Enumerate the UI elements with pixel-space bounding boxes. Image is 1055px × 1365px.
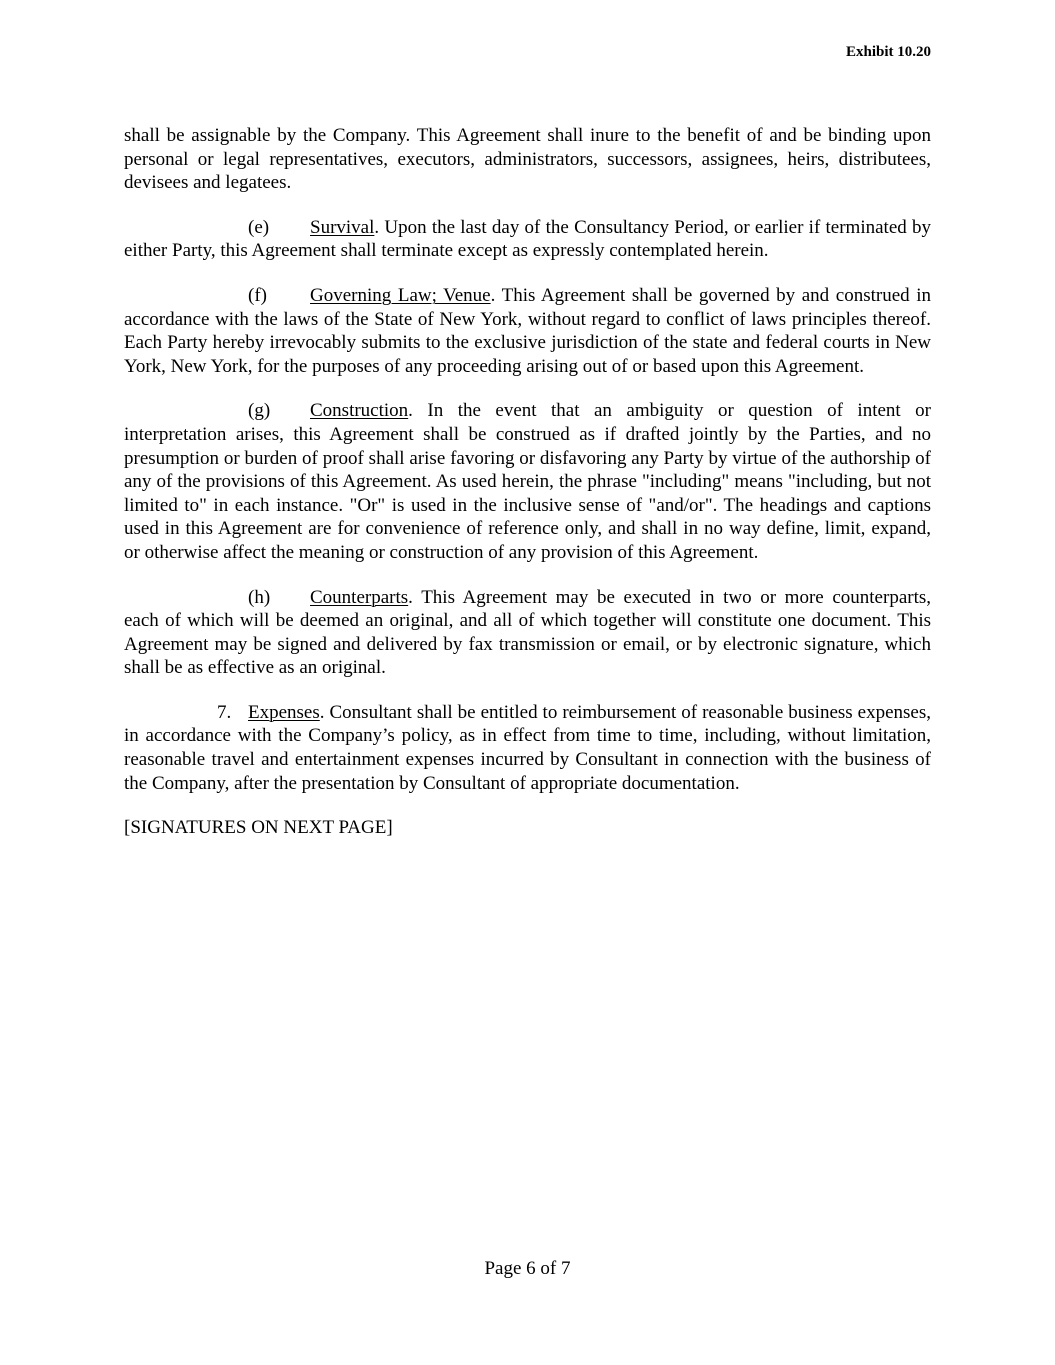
paragraph-h-heading: Counterparts (310, 586, 409, 608)
paragraph-g-construction (124, 399, 931, 564)
section-7-expenses (124, 701, 931, 795)
exhibit-label: Exhibit 10.20 (845, 44, 931, 60)
signatures-note: [SIGNATURES ON NEXT PAGE] (124, 817, 393, 839)
paragraph-e-survival (124, 216, 931, 263)
paragraph-f-letter: (f) (248, 284, 267, 306)
paragraph-h-text: . This Agreement may be executed in two or more counterparts, each of which will be deemed an original, and all of which together will constitute one document. This Agreement may be signed and delivered by fax transmission or email, or by electronic signature, which shall be as effective as an original. (124, 586, 931, 679)
section-7-number: 7. (217, 701, 232, 723)
paragraph-e-heading: Survival (310, 216, 375, 238)
paragraph-h-letter: (h) (248, 586, 271, 608)
section-7-heading: Expenses (248, 701, 320, 723)
paragraph-g-heading: Construction (310, 400, 409, 422)
section-7-text: . Consultant shall be entitled to reimbursement of reasonable business expenses, in accordance with the Company’s policy, as in effect from time to time, including, without limitation, reasonable travel and entertainment expenses incurred by Consultant in connection with the business of the Company, after the presentation by Consultant of appropriate documentation. (124, 701, 931, 794)
page-number: Page 6 of 7 (484, 1258, 571, 1279)
paragraph-f-text: . This Agreement shall be governed by and construed in accordance with the laws of the State of New York, without regard to conflict of laws principles thereof. Each Party hereby irrevocably submits to the exclusive jurisdiction of the state and federal courts in New York, New York, for the purposes of any proceeding arising out of or based upon this Agreement. (124, 284, 931, 377)
continuation-paragraph: shall be assignable by the Company. This Agreement shall inure to the benefit of and be binding upon personal or legal representatives, executors, administrators, successors, assignees, heirs, distributees, devisees and legatees. (124, 125, 931, 194)
agreement-body (124, 124, 931, 861)
paragraph-e-text: . Upon the last day of the Consultancy Period, or earlier if terminated by either Party, this Agreement shall terminate except as expressly contemplated herein. (124, 216, 931, 262)
paragraph-h-counterparts (124, 586, 931, 680)
paragraph-f-heading: Governing Law; Venue (310, 284, 491, 306)
paragraph-g-letter: (g) (248, 400, 271, 422)
paragraph-f-governing-law (124, 284, 931, 378)
paragraph-g-text: . In the event that an ambiguity or question of intent or interpretation arises, this Agreement shall be construed as if drafted jointly by the Parties, and no presumption or burden of proof shall arise favoring or disfavoring any Party by virtue of the authorship of any of the provisions of this Agreement. As used herein, the phrase "including" means "including, but not limited to" in each instance. "Or" is used in the inclusive sense of "and/or". The headings and captions used in this Agreement are for convenience of reference only, and shall in no way define, limit, expand, or otherwise affect the meaning or construction of any provision of this Agreement. (124, 400, 931, 563)
paragraph-e-letter: (e) (248, 216, 270, 238)
